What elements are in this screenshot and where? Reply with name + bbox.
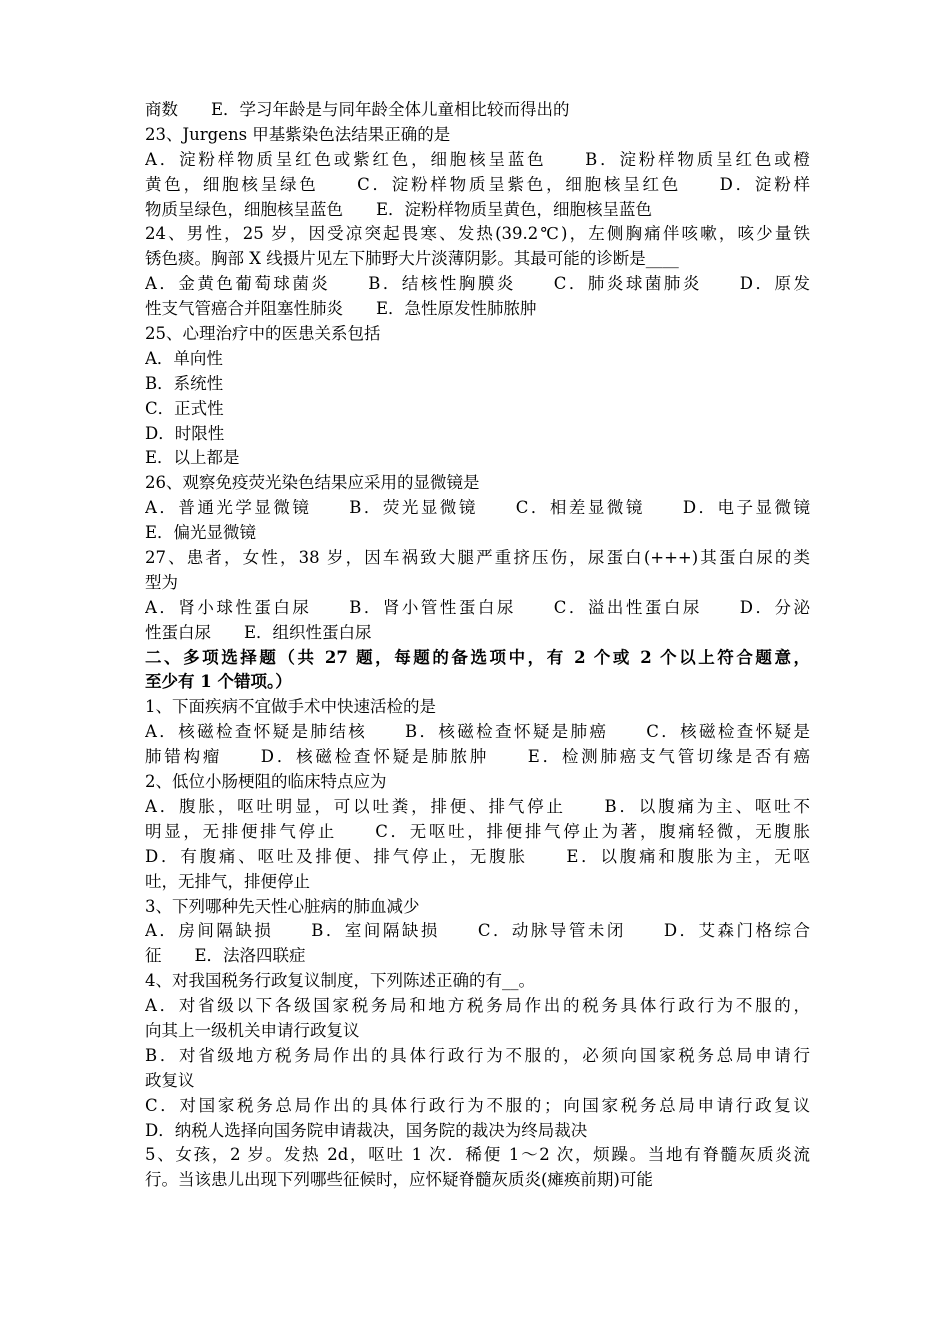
text-line: 性支气管癌合并阻塞性肺炎 E．急性原发性肺脓肿 [145, 299, 537, 319]
text-line: 黄色，细胞核呈绿色 C．淀粉样物质呈紫色，细胞核呈红色 D．淀粉样 [145, 174, 810, 194]
text-line: E．以上都是 [145, 448, 240, 468]
text-line: 23、Jurgens 甲基紫染色法结果正确的是 [145, 124, 451, 144]
text-line: D．纳税人选择向国务院申请裁决，国务院的裁决为终局裁决 [145, 1120, 588, 1140]
text-line: A．金黄色葡萄球菌炎 B．结核性胸膜炎 C．肺炎球菌肺炎 D．原发 [145, 274, 810, 294]
text-line: B．对省级地方税务局作出的具体行政行为不服的，必须向国家税务总局申请行 [145, 1045, 810, 1065]
text-line: 1、下面疾病不宜做手术中快速活检的是 [145, 697, 436, 717]
text-line: 4、对我国税务行政复议制度，下列陈述正确的有__。 [145, 971, 535, 991]
text-line: C．对国家税务总局作出的具体行政行为不服的；向国家税务总局申请行政复议 [145, 1095, 810, 1115]
document-body [145, 98, 810, 1193]
text-line: D．时限性 [145, 423, 225, 443]
text-line: A．单向性 [145, 348, 223, 368]
text-line: 27、患者，女性，38 岁，因车祸致大腿严重挤压伤，尿蛋白(+++)其蛋白尿的类 [145, 548, 810, 568]
text-line: 锈色痰。胸部 X 线摄片见左下肺野大片淡薄阴影。其最可能的诊断是____ [145, 249, 679, 269]
text-line: 行。当该患儿出现下列哪些征候时，应怀疑脊髓灰质炎(瘫痪前期)可能 [145, 1170, 653, 1190]
text-line: 2、低位小肠梗阻的临床特点应为 [145, 772, 387, 792]
text-line: 3、下列哪种先天性心脏病的肺血减少 [145, 896, 420, 916]
text-line: A．肾小球性蛋白尿 B．肾小管性蛋白尿 C．溢出性蛋白尿 D．分泌 [145, 597, 810, 617]
text-line: D．有腹痛、呕吐及排便、排气停止，无腹胀 E．以腹痛和腹胀为主，无呕 [145, 846, 810, 866]
text-line: A．核磁检查怀疑是肺结核 B．核磁检查怀疑是肺癌 C．核磁检查怀疑是 [145, 722, 810, 742]
text-line: A．腹胀，呕吐明显，可以吐粪，排便、排气停止 B．以腹痛为主、呕吐不 [145, 796, 810, 816]
text-line: 性蛋白尿 E．组织性蛋白尿 [145, 622, 372, 642]
text-line: 25、心理治疗中的医患关系包括 [145, 324, 381, 344]
text-line: 24、男性，25 岁，因受凉突起畏寒、发热(39.2℃)，左侧胸痛伴咳嗽，咳少量铁 [145, 224, 810, 244]
text-line: 肺错构瘤 D．核磁检查怀疑是肺脓肿 E．检测肺癌支气管切缘是否有癌 [145, 747, 810, 767]
text-line: 吐，无排气，排便停止 [145, 871, 310, 891]
text-line: 征 E．法洛四联症 [145, 946, 306, 966]
text-line: 5、女孩，2 岁。发热 2d，呕吐 1 次．稀便 1～2 次，烦躁。当地有脊髓灰质炎流 [145, 1145, 810, 1165]
text-line: 型为 [145, 572, 178, 592]
text-line: 26、观察免疫荧光染色结果应采用的显微镜是 [145, 473, 480, 493]
text-line: 物质呈绿色，细胞核呈蓝色 E．淀粉样物质呈黄色，细胞核呈蓝色 [145, 199, 653, 219]
text-line: A．对省级以下各级国家税务局和地方税务局作出的税务具体行政行为不服的， [145, 996, 810, 1016]
text-line: B．系统性 [145, 373, 224, 393]
text-line: E．偏光显微镜 [145, 523, 257, 543]
text-line: 明显，无排便排气停止 C．无呕吐，排便排气停止为著，腹痛轻微，无腹胀 [145, 821, 810, 841]
text-line: A．房间隔缺损 B．室间隔缺损 C．动脉导管未闭 D．艾森门格综合 [145, 921, 810, 941]
text-line: 向其上一级机关申请行政复议 [145, 1020, 360, 1040]
text-line: 商数 E．学习年龄是与同年龄全体儿童相比较而得出的 [145, 100, 570, 119]
text-line: 至少有 1 个错项。） [145, 672, 292, 692]
text-line: C．正式性 [145, 398, 224, 418]
text-line: A．普通光学显微镜 B．荧光显微镜 C．相差显微镜 D．电子显微镜 [145, 498, 810, 518]
text-line: 政复议 [145, 1070, 195, 1090]
text-line: A．淀粉样物质呈红色或紫红色，细胞核呈蓝色 B．淀粉样物质呈红色或橙 [145, 149, 810, 169]
text-line: 二、多项选择题（共 27 题，每题的备选项中，有 2 个或 2 个以上符合题意， [145, 647, 810, 667]
